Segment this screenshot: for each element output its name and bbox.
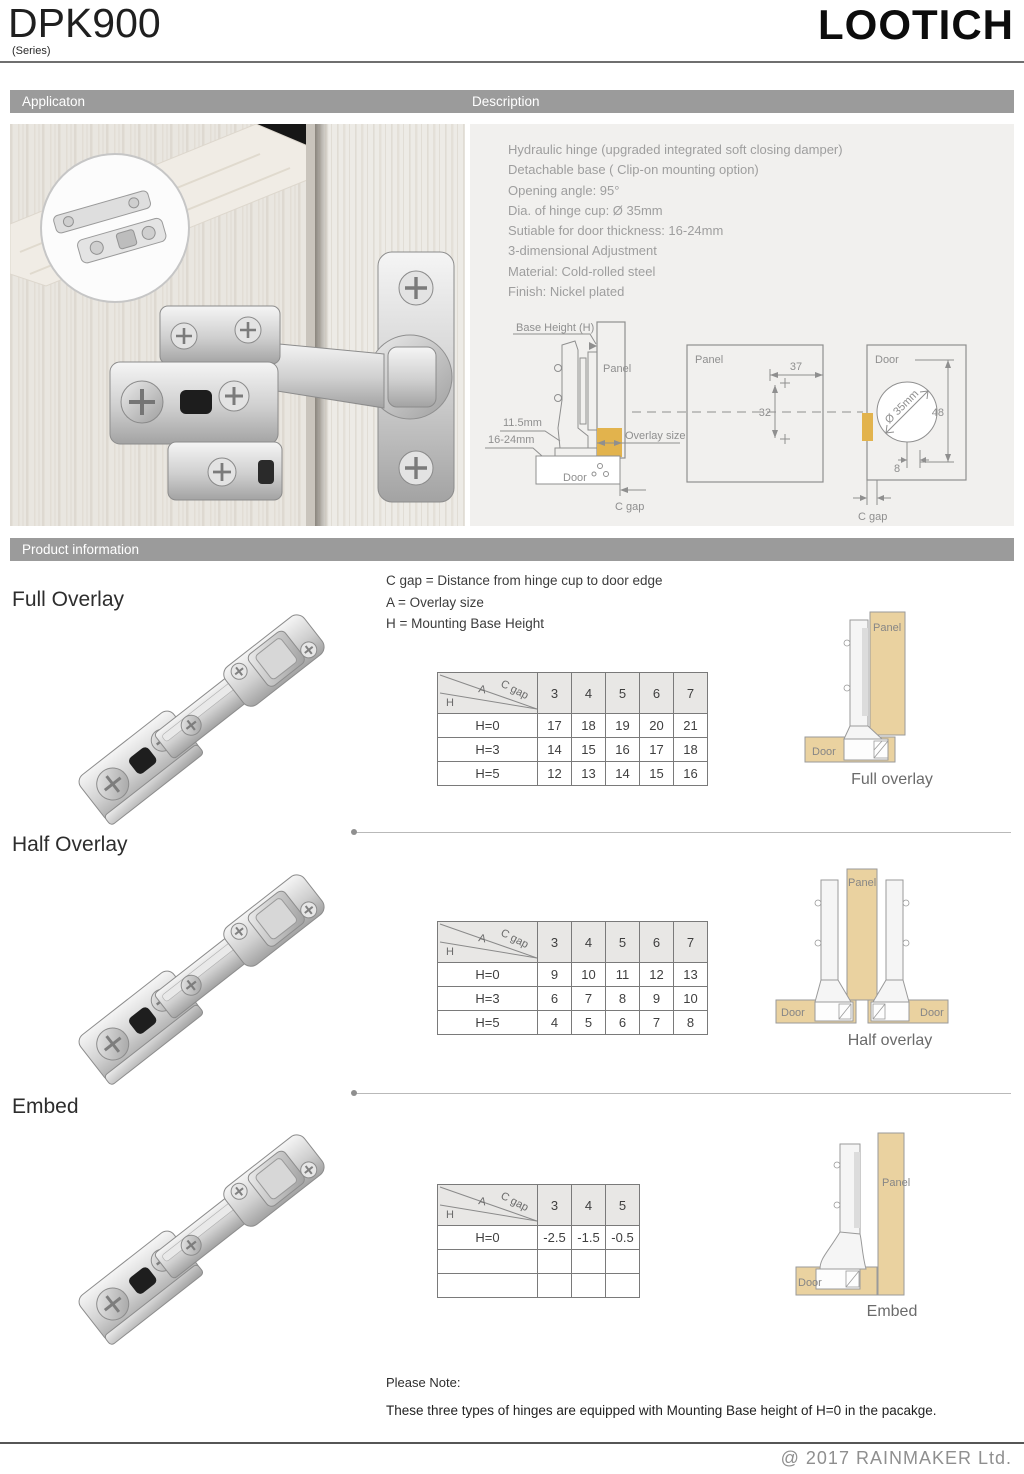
description-line: Detachable base ( Clip-on mounting option) bbox=[508, 162, 759, 178]
side-cgap-label: C gap bbox=[615, 501, 645, 513]
application-bar-label: Applicaton bbox=[22, 94, 86, 109]
series-sub-label: (Series) bbox=[12, 45, 51, 57]
row-label: H=3 bbox=[438, 738, 538, 762]
product-information-bar-label: Product information bbox=[22, 542, 140, 557]
table-cell: 19 bbox=[606, 714, 640, 738]
corner-diagonals bbox=[438, 1185, 537, 1222]
divider-dot bbox=[351, 1090, 357, 1096]
dim-37: 37 bbox=[789, 361, 803, 373]
embed-table bbox=[437, 1184, 640, 1298]
table-cell: 15 bbox=[572, 738, 606, 762]
table-cell: 10 bbox=[572, 963, 606, 987]
corner-cgap-label: C gap bbox=[498, 677, 531, 703]
side-panel-label: Panel bbox=[603, 363, 632, 375]
table-cell: 21 bbox=[674, 714, 708, 738]
door-edge-shadow bbox=[315, 124, 329, 526]
door-cgap-label: C gap bbox=[858, 511, 888, 523]
note-body: These three types of hinges are equipped with Mounting Base height of H=0 in the pacakge. bbox=[386, 1403, 937, 1418]
empty-cell bbox=[538, 1274, 572, 1298]
half-overlay-diagram bbox=[765, 855, 1015, 1031]
row-label: H=0 bbox=[438, 1226, 538, 1250]
embed-diagram bbox=[770, 1120, 1014, 1302]
col-header: 3 bbox=[538, 1185, 572, 1226]
side-door-label: Door bbox=[563, 472, 587, 484]
footer-copyright: @ 2017 RAINMAKER Ltd. bbox=[780, 1448, 1012, 1468]
diagram-caption: Embed bbox=[866, 1303, 918, 1320]
table-cell: 6 bbox=[606, 1011, 640, 1035]
row-label: H=0 bbox=[438, 963, 538, 987]
section-bar-product-information bbox=[10, 538, 1014, 561]
door-label: Door bbox=[875, 354, 899, 366]
door-drilling-diagram bbox=[853, 345, 966, 523]
base-height-label: Base Height (H) bbox=[516, 322, 595, 334]
corner-cgap-label: C gap bbox=[498, 926, 531, 952]
description-line: 3-dimensional Adjustment bbox=[508, 243, 657, 259]
col-header: 6 bbox=[640, 922, 674, 963]
table-cell: -1.5 bbox=[572, 1226, 606, 1250]
dim-48: 48 bbox=[931, 407, 944, 419]
description-line: Sutiable for door thickness: 16-24mm bbox=[508, 223, 724, 239]
col-header: 5 bbox=[606, 922, 640, 963]
table-cell: 4 bbox=[538, 1011, 572, 1035]
description-line: Hydraulic hinge (upgraded integrated soft closing damper) bbox=[508, 142, 843, 157]
series-code: DPK900 bbox=[8, 0, 161, 46]
description-line: Finish: Nickel plated bbox=[508, 284, 625, 300]
table-cell: 18 bbox=[572, 714, 606, 738]
door-gap bbox=[306, 124, 316, 526]
table-cell: 9 bbox=[640, 987, 674, 1011]
diagram-panel-label: Panel bbox=[873, 622, 902, 634]
table-corner-cell bbox=[438, 1185, 538, 1226]
table-cell: 14 bbox=[606, 762, 640, 786]
table-cell: 16 bbox=[606, 738, 640, 762]
top-rule bbox=[0, 61, 1024, 63]
corner-h-label: H bbox=[446, 1209, 454, 1221]
diagram-panel-label: Panel bbox=[882, 1177, 911, 1189]
dim-16-24: 16-24mm bbox=[488, 434, 535, 446]
diagram-caption: Half overlay bbox=[847, 1032, 933, 1049]
corner-diagonals bbox=[438, 673, 537, 710]
col-header: 5 bbox=[606, 673, 640, 714]
empty-cell bbox=[606, 1250, 640, 1274]
dim-8: 8 bbox=[893, 463, 901, 475]
table-cell: 12 bbox=[538, 762, 572, 786]
table-cell: 13 bbox=[674, 963, 708, 987]
table-cell: -0.5 bbox=[606, 1226, 640, 1250]
diagram-caption: Full overlay bbox=[851, 771, 933, 788]
description-line: Dia. of hinge cup: Ø 35mm bbox=[508, 202, 663, 218]
empty-cell bbox=[438, 1274, 538, 1298]
table-cell: 6 bbox=[538, 987, 572, 1011]
section-bar-application-description bbox=[10, 90, 1014, 113]
legend-cgap: C gap = Distance from hinge cup to door edge bbox=[386, 573, 663, 588]
table-corner-cell bbox=[438, 922, 538, 963]
legend bbox=[386, 570, 663, 635]
half-overlay-table bbox=[437, 921, 708, 1035]
hinge-product-photo bbox=[58, 856, 348, 1091]
table-cell: 17 bbox=[538, 714, 572, 738]
corner-h-label: H bbox=[446, 946, 454, 958]
description-line: Opening angle: 95° bbox=[508, 182, 620, 198]
row-label: H=0 bbox=[438, 714, 538, 738]
description-bar-label: Description bbox=[472, 94, 540, 109]
col-header: 7 bbox=[674, 673, 708, 714]
description-line: Material: Cold-rolled steel bbox=[508, 263, 656, 279]
table-cell: 16 bbox=[674, 762, 708, 786]
corner-a-label: A bbox=[477, 1195, 488, 1209]
table-cell: 17 bbox=[640, 738, 674, 762]
empty-cell bbox=[572, 1274, 606, 1298]
legend-h: H = Mounting Base Height bbox=[386, 616, 544, 631]
empty-cell bbox=[538, 1250, 572, 1274]
col-header: 5 bbox=[606, 1185, 640, 1226]
table-cell: 7 bbox=[572, 987, 606, 1011]
table-cell: 5 bbox=[572, 1011, 606, 1035]
col-header: 4 bbox=[572, 922, 606, 963]
table-cell: 11 bbox=[606, 963, 640, 987]
section-divider bbox=[355, 1093, 1011, 1094]
table-cell: -2.5 bbox=[538, 1226, 572, 1250]
table-cell: 9 bbox=[538, 963, 572, 987]
side-view-diagram bbox=[485, 322, 686, 513]
panel-label: Panel bbox=[695, 354, 724, 366]
technical-drawings bbox=[470, 300, 1014, 525]
corner-h-label: H bbox=[446, 697, 454, 709]
col-header: 3 bbox=[538, 673, 572, 714]
corner-a-label: A bbox=[477, 683, 488, 697]
corner-cgap-label: C gap bbox=[498, 1189, 531, 1215]
table-cell: 7 bbox=[640, 1011, 674, 1035]
diagram-door-left-label: Door bbox=[781, 1007, 805, 1019]
row-label: H=5 bbox=[438, 1011, 538, 1035]
full-overlay-diagram bbox=[770, 598, 1014, 768]
table-cell: 8 bbox=[674, 1011, 708, 1035]
row-label: H=5 bbox=[438, 762, 538, 786]
col-header: 6 bbox=[640, 673, 674, 714]
note-title: Please Note: bbox=[386, 1375, 461, 1390]
section-title-full-overlay: Full Overlay bbox=[12, 588, 125, 611]
full-overlay-table bbox=[437, 672, 708, 786]
cgap-highlight bbox=[862, 413, 873, 441]
table-corner-cell bbox=[438, 673, 538, 714]
overlay-size-label: Overlay size bbox=[625, 430, 686, 442]
cup-diameter-label: Ø 35mm bbox=[882, 387, 922, 427]
table-cell: 8 bbox=[606, 987, 640, 1011]
diagram-panel-label: Panel bbox=[848, 877, 877, 889]
table-cell: 12 bbox=[640, 963, 674, 987]
corner-a-label: A bbox=[477, 932, 488, 946]
footer-rule bbox=[0, 1442, 1024, 1444]
dim-11-5: 11.5mm bbox=[503, 417, 542, 429]
diagram-door-right-label: Door bbox=[920, 1007, 944, 1019]
table-cell: 18 bbox=[674, 738, 708, 762]
hinge-product-photo bbox=[58, 1116, 348, 1351]
divider-dot bbox=[351, 829, 357, 835]
table-cell: 10 bbox=[674, 987, 708, 1011]
diagram-door-label: Door bbox=[812, 746, 836, 758]
hinge-parts-inset bbox=[41, 154, 189, 302]
empty-cell bbox=[438, 1250, 538, 1274]
col-header: 7 bbox=[674, 922, 708, 963]
row-label: H=3 bbox=[438, 987, 538, 1011]
section-title-embed: Embed bbox=[12, 1095, 79, 1118]
hinge-product-photo bbox=[58, 596, 348, 831]
table-cell: 15 bbox=[640, 762, 674, 786]
brand-logo: LOOTICH bbox=[818, 1, 1014, 48]
table-cell: 13 bbox=[572, 762, 606, 786]
empty-cell bbox=[606, 1274, 640, 1298]
section-divider bbox=[355, 832, 1011, 833]
section-title-half-overlay: Half Overlay bbox=[12, 833, 128, 856]
empty-cell bbox=[572, 1250, 606, 1274]
dim-32: 32 bbox=[758, 407, 771, 419]
diagram-door-label: Door bbox=[798, 1277, 822, 1289]
description-lines bbox=[508, 140, 843, 302]
panel-drilling-diagram bbox=[632, 345, 863, 482]
table-cell: 20 bbox=[640, 714, 674, 738]
col-header: 3 bbox=[538, 922, 572, 963]
legend-a: A = Overlay size bbox=[386, 594, 484, 610]
col-header: 4 bbox=[572, 1185, 606, 1226]
col-header: 4 bbox=[572, 673, 606, 714]
corner-diagonals bbox=[438, 922, 537, 959]
application-photo bbox=[10, 124, 465, 526]
table-cell: 14 bbox=[538, 738, 572, 762]
